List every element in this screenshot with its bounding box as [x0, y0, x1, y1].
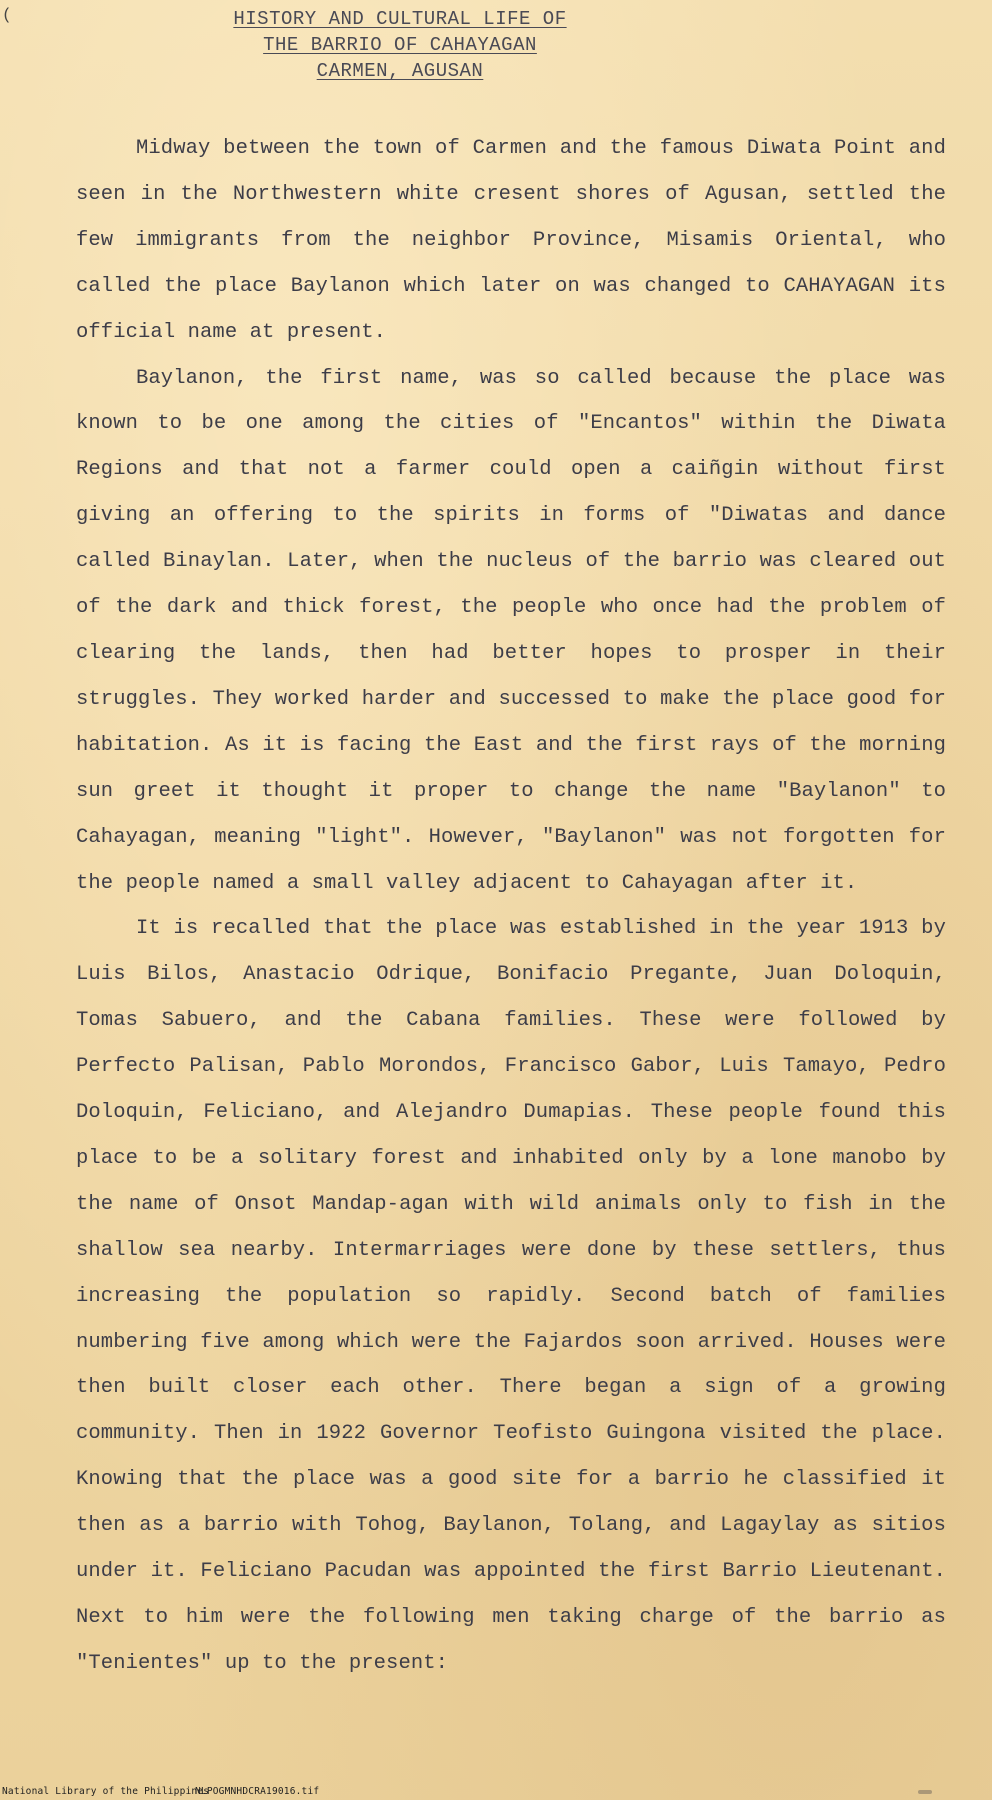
footer-filename: NLPOGMNHDCRA19016.tif [195, 1786, 320, 1797]
paragraph-settlers: It is recalled that the place was established in the year 1913 by Luis Bilos, Anastacio Odrique, Bonifacio Pregante, Juan Doloquin, Tomas Sabuero, and the Cabana families. These were followed by Perfecto Palisan, Pablo Morondos, Francisco Gabor, Luis Tamayo, Pedro Doloquin, Feliciano, and Alejandro Dumapias. These people found this place to be a solitary forest and inhabited only by a lone manobo by the name of Onsot Mandap-agan with wild animals only to fish in the shallow sea nearby. Intermarriages were done by these settlers, thus increasing the population so rapidly. Second batch of families numbering five among which were the Fajardos soon arrived. Houses were then built closer each other. There began a sign of a growing community. Then in 1922 Governor Teofisto Guingona visited the place. Knowing that the place was a good site for a barrio he classified it then as a barrio with Tohog, Baylanon, Tolang, and Lagaylay as sitios under it. Feliciano Pacudan was appointed the first Barrio Lieutenant. Next to him were the following men taking charge of the barrio as "Tenientes" up to the present: [76, 917, 946, 1675]
edge-mark: ( [2, 6, 12, 24]
paragraph-origin: Midway between the town of Carmen and the famous Diwata Point and seen in the Northwestern white cresent shores of Agusan, settled the few immigrants from the neighbor Province, Misamis Oriental, who called the place Baylanon which later on was changed to CAHAYAGAN its official name at present. [76, 137, 946, 344]
document-body [76, 126, 946, 1687]
title-line-3: CARMEN, AGUSAN [316, 60, 484, 82]
paragraph-name-history: Baylanon, the first name, was so called because the place was known to be one among the cities of "Encantos" within the Diwata Regions and that not a farmer could open a caiñgin without first giving an offering to the spirits in forms of "Diwatas and dance called Binaylan. Later, when the nucleus of the barrio was cleared out of the dark and thick forest, the people who once had the problem of clearing the lands, then had better hopes to prosper in their struggles. They worked harder and successed to make the place good for habitation. As it is facing the East and the first rays of the morning sun greet it thought it proper to change the name "Baylanon" to Cahayagan, meaning "light". However, "Baylanon" was not forgotten for the people named a small valley adjacent to Cahayagan after it. [76, 366, 946, 895]
footer-library: National Library of the Philippines [2, 1786, 210, 1797]
title-line-1: HISTORY AND CULTURAL LIFE OF [233, 8, 567, 30]
ink-smudge [918, 1790, 932, 1794]
title-line-2: THE BARRIO OF CAHAYAGAN [263, 34, 537, 56]
